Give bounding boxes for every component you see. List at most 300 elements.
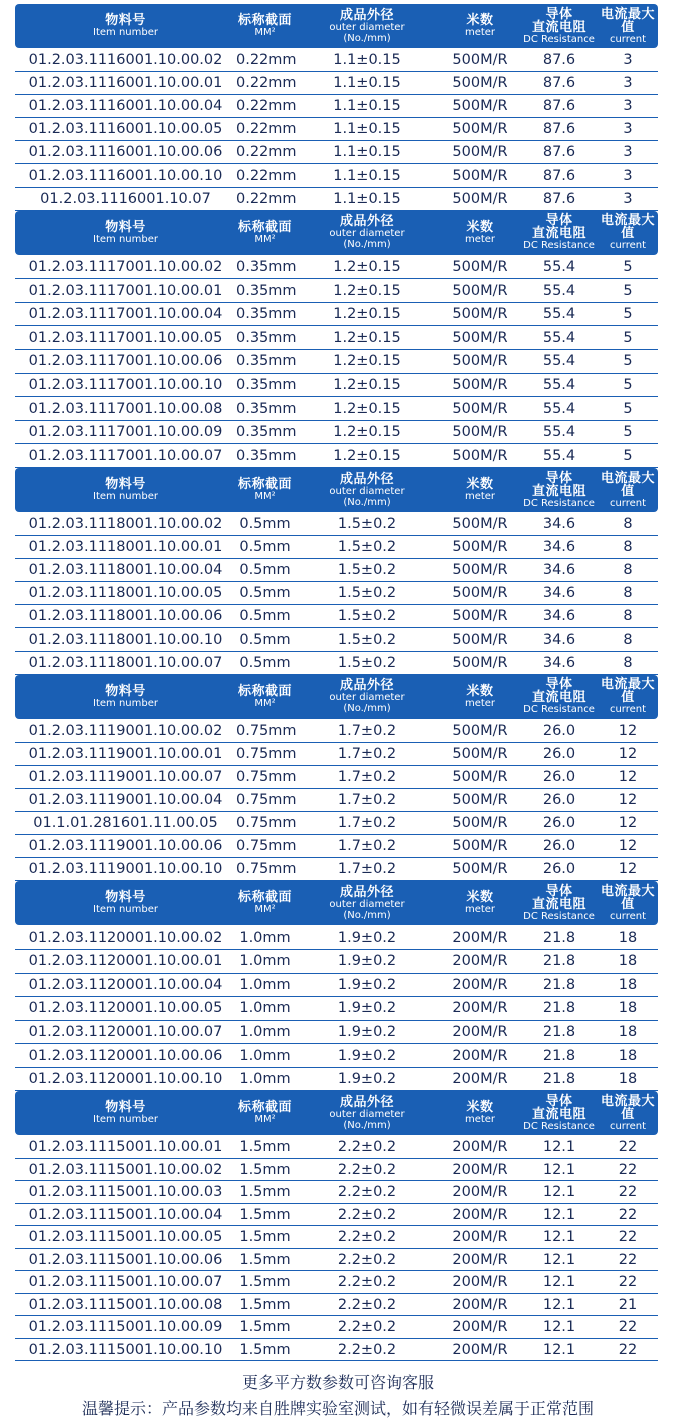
header-meter-zh: 米数 xyxy=(466,683,494,699)
header-resistance-en: DC Resistance xyxy=(523,497,595,509)
table-row xyxy=(15,1316,658,1339)
area-cell: 0.22mm xyxy=(236,144,297,161)
table-row xyxy=(15,1294,658,1317)
header-meter-en: meter xyxy=(464,27,496,38)
spec-tables xyxy=(15,4,658,1361)
meter-cell: 500M/R xyxy=(452,516,508,533)
current-cell: 18 xyxy=(618,1023,638,1040)
header-outer-diameter xyxy=(294,9,440,44)
table-row xyxy=(15,1044,658,1068)
resistance-cell: 34.6 xyxy=(542,608,576,625)
current-cell: 12 xyxy=(618,815,638,832)
area-cell: 1.5mm xyxy=(239,1229,291,1246)
header-item-number xyxy=(15,14,236,38)
header-dc-resistance xyxy=(520,678,598,715)
diameter-cell: 1.1±0.15 xyxy=(333,75,401,92)
header-meter-zh: 米数 xyxy=(466,13,494,28)
item-number-cell: 01.2.03.1119001.10.00.06 xyxy=(28,838,223,855)
header-resistance-zh2: 直流电阻 xyxy=(531,19,586,35)
diameter-cell: 1.9±0.2 xyxy=(337,976,397,993)
table-row xyxy=(15,1136,658,1159)
item-number-cell: 01.2.03.1115001.10.00.07 xyxy=(28,1274,223,1291)
header-resistance-en: DC Resistance xyxy=(523,1120,595,1132)
header-current-en: current xyxy=(609,240,647,252)
diameter-cell: 1.2±0.15 xyxy=(333,376,401,393)
header-meter-zh: 米数 xyxy=(466,890,494,906)
resistance-cell: 26.0 xyxy=(542,722,576,739)
resistance-cell: 87.6 xyxy=(542,121,576,138)
meter-cell: 500M/R xyxy=(452,447,508,464)
diameter-cell: 1.1±0.15 xyxy=(333,52,401,69)
meter-cell: 500M/R xyxy=(452,815,508,832)
diameter-cell: 2.2±0.2 xyxy=(337,1251,397,1268)
header-outer-diameter xyxy=(294,679,440,714)
current-cell: 22 xyxy=(618,1229,638,1246)
item-number-cell: 01.2.03.1115001.10.00.10 xyxy=(28,1341,223,1358)
header-resistance-zh1: 导体 xyxy=(545,883,573,899)
meter-cell: 500M/R xyxy=(452,121,508,138)
current-cell: 22 xyxy=(618,1139,638,1156)
header-item-zh: 物料号 xyxy=(105,890,146,906)
diameter-cell: 1.9±0.2 xyxy=(337,1000,397,1017)
table-row xyxy=(15,374,658,398)
diameter-cell: 1.5±0.2 xyxy=(337,562,397,579)
header-resistance-zh1: 导体 xyxy=(545,6,573,22)
item-number-cell: 01.2.03.1116001.10.00.05 xyxy=(28,121,223,138)
diameter-cell: 1.5±0.2 xyxy=(337,516,397,533)
diameter-cell: 1.2±0.15 xyxy=(333,282,401,299)
table-row xyxy=(15,72,658,95)
diameter-cell: 2.2±0.2 xyxy=(337,1206,397,1223)
diameter-cell: 1.9±0.2 xyxy=(337,1023,397,1040)
diameter-cell: 1.9±0.2 xyxy=(337,1071,397,1088)
table-row xyxy=(15,1068,658,1092)
diameter-cell: 1.2±0.15 xyxy=(333,306,401,323)
item-number-cell: 01.2.03.1116001.10.00.04 xyxy=(28,98,223,115)
diameter-cell: 1.1±0.15 xyxy=(333,144,401,161)
diameter-cell: 1.5±0.2 xyxy=(337,585,397,602)
resistance-cell: 87.6 xyxy=(542,75,576,92)
area-cell: 1.5mm xyxy=(239,1274,291,1291)
resistance-cell: 12.1 xyxy=(542,1319,576,1336)
meter-cell: 500M/R xyxy=(452,562,508,579)
meter-cell: 500M/R xyxy=(452,167,508,184)
header-diameter-zh: 成品外径 xyxy=(339,471,394,487)
item-number-cell: 01.2.03.1115001.10.00.02 xyxy=(28,1161,223,1178)
header-meter-en: meter xyxy=(464,1114,496,1126)
item-number-cell: 01.2.03.1116001.10.07 xyxy=(40,190,211,207)
item-number-cell: 01.2.03.1117001.10.00.04 xyxy=(28,306,223,323)
footer-consult-note: 更多平方数参数可咨询客服 xyxy=(241,1373,434,1392)
table-header xyxy=(15,1091,658,1135)
header-dc-resistance xyxy=(520,885,598,922)
header-meter-en: meter xyxy=(464,697,496,709)
diameter-cell: 1.7±0.2 xyxy=(337,815,397,832)
header-nominal-area xyxy=(236,478,294,502)
area-cell: 0.22mm xyxy=(236,121,297,138)
current-cell: 12 xyxy=(618,791,638,808)
meter-cell: 500M/R xyxy=(452,791,508,808)
table-row xyxy=(15,926,658,950)
current-cell: 5 xyxy=(623,258,633,275)
item-number-cell: 01.2.03.1118001.10.00.01 xyxy=(28,539,223,556)
current-cell: 18 xyxy=(618,953,638,970)
resistance-cell: 87.6 xyxy=(542,52,576,69)
header-current-en: current xyxy=(609,33,647,45)
header-current-zh: 电流最大值 xyxy=(600,677,655,706)
area-cell: 0.35mm xyxy=(236,282,297,299)
header-item-number xyxy=(15,891,236,915)
current-cell: 18 xyxy=(618,929,638,946)
header-area-unit: MM² xyxy=(254,233,276,245)
resistance-cell: 34.6 xyxy=(542,585,576,602)
header-diameter-unit: (No./mm) xyxy=(343,239,391,251)
resistance-cell: 34.6 xyxy=(542,539,576,556)
header-area-zh: 标称截面 xyxy=(237,890,292,906)
header-meter-en: meter xyxy=(464,904,496,916)
table-row xyxy=(15,766,658,789)
meter-cell: 500M/R xyxy=(452,539,508,556)
item-number-cell: 01.2.03.1120001.10.00.10 xyxy=(28,1071,223,1088)
header-item-en: Item number xyxy=(93,491,158,502)
current-cell: 22 xyxy=(618,1206,638,1223)
header-meter-en: meter xyxy=(464,491,496,502)
diameter-cell: 1.1±0.15 xyxy=(333,190,401,207)
table-row xyxy=(15,789,658,812)
header-diameter-zh: 成品外径 xyxy=(339,678,394,694)
header-diameter-en: outer diameter xyxy=(329,21,405,33)
diameter-cell: 1.7±0.2 xyxy=(337,838,397,855)
header-item-zh: 物料号 xyxy=(105,1100,146,1116)
spec-group xyxy=(15,468,658,675)
header-area-unit: MM² xyxy=(254,1114,276,1126)
current-cell: 8 xyxy=(623,562,633,579)
table-row xyxy=(15,559,658,582)
table-row xyxy=(15,1249,658,1272)
current-cell: 18 xyxy=(618,1000,638,1017)
resistance-cell: 55.4 xyxy=(542,258,576,275)
area-cell: 0.35mm xyxy=(236,258,297,275)
current-cell: 5 xyxy=(623,329,633,346)
meter-cell: 500M/R xyxy=(452,282,508,299)
item-number-cell: 01.2.03.1119001.10.00.10 xyxy=(28,861,223,878)
table-row xyxy=(15,513,658,536)
item-number-cell: 01.2.03.1115001.10.00.05 xyxy=(28,1229,223,1246)
area-cell: 0.5mm xyxy=(239,631,291,648)
table-row xyxy=(15,997,658,1021)
current-cell: 18 xyxy=(618,976,638,993)
header-meter-en: meter xyxy=(464,233,496,245)
current-cell: 8 xyxy=(623,654,633,671)
current-cell: 5 xyxy=(623,353,633,370)
table-row xyxy=(15,582,658,605)
header-meter-zh: 米数 xyxy=(466,219,494,235)
table-row xyxy=(15,1204,658,1227)
header-diameter-en: outer diameter xyxy=(329,692,405,704)
current-cell: 5 xyxy=(623,376,633,393)
header-nominal-area xyxy=(236,685,294,709)
meter-cell: 500M/R xyxy=(452,400,508,417)
header-area-zh: 标称截面 xyxy=(237,1100,292,1116)
area-cell: 0.22mm xyxy=(236,52,297,69)
area-cell: 1.0mm xyxy=(239,1071,291,1088)
resistance-cell: 21.8 xyxy=(542,976,576,993)
item-number-cell: 01.2.03.1118001.10.00.06 xyxy=(28,608,223,625)
meter-cell: 200M/R xyxy=(452,1023,508,1040)
header-item-number xyxy=(15,478,236,502)
header-max-current xyxy=(598,214,658,251)
header-resistance-zh2: 直流电阻 xyxy=(531,483,586,499)
area-cell: 0.35mm xyxy=(236,400,297,417)
item-number-cell: 01.2.03.1115001.10.00.04 xyxy=(28,1206,223,1223)
resistance-cell: 55.4 xyxy=(542,282,576,299)
meter-cell: 200M/R xyxy=(452,976,508,993)
current-cell: 12 xyxy=(618,861,638,878)
header-resistance-zh2: 直流电阻 xyxy=(531,1106,586,1122)
table-row xyxy=(15,605,658,628)
area-cell: 1.0mm xyxy=(239,976,291,993)
area-cell: 1.5mm xyxy=(239,1161,291,1178)
resistance-cell: 12.1 xyxy=(542,1184,576,1201)
meter-cell: 500M/R xyxy=(452,838,508,855)
header-meter-zh: 米数 xyxy=(466,1100,494,1116)
area-cell: 0.5mm xyxy=(239,562,291,579)
diameter-cell: 1.2±0.15 xyxy=(333,329,401,346)
resistance-cell: 34.6 xyxy=(542,654,576,671)
current-cell: 12 xyxy=(618,722,638,739)
table-header xyxy=(15,675,658,719)
header-diameter-zh: 成品外径 xyxy=(339,214,394,230)
meter-cell: 200M/R xyxy=(452,1251,508,1268)
diameter-cell: 2.2±0.2 xyxy=(337,1274,397,1291)
item-number-cell: 01.2.03.1115001.10.00.08 xyxy=(28,1296,223,1313)
current-cell: 5 xyxy=(623,447,633,464)
area-cell: 0.75mm xyxy=(236,861,297,878)
current-cell: 22 xyxy=(618,1251,638,1268)
current-cell: 18 xyxy=(618,1071,638,1088)
header-resistance-en: DC Resistance xyxy=(523,704,595,716)
item-number-cell: 01.2.03.1117001.10.00.05 xyxy=(28,329,223,346)
header-item-number xyxy=(15,1101,236,1125)
header-meter xyxy=(440,14,520,38)
item-number-cell: 01.2.03.1116001.10.00.06 xyxy=(28,144,223,161)
resistance-cell: 87.6 xyxy=(542,98,576,115)
table-header xyxy=(15,468,658,512)
item-number-cell: 01.2.03.1117001.10.00.07 xyxy=(28,447,223,464)
header-current-zh: 电流最大值 xyxy=(600,6,655,35)
header-meter xyxy=(440,221,520,245)
meter-cell: 200M/R xyxy=(452,1274,508,1291)
area-cell: 0.22mm xyxy=(236,75,297,92)
item-number-cell: 01.2.03.1120001.10.00.04 xyxy=(28,976,223,993)
area-cell: 0.22mm xyxy=(236,190,297,207)
header-current-zh: 电流最大值 xyxy=(600,1093,655,1122)
header-item-zh: 物料号 xyxy=(105,683,146,699)
meter-cell: 200M/R xyxy=(452,1206,508,1223)
meter-cell: 200M/R xyxy=(452,1296,508,1313)
area-cell: 0.75mm xyxy=(236,768,297,785)
current-cell: 8 xyxy=(623,539,633,556)
meter-cell: 500M/R xyxy=(452,424,508,441)
current-cell: 8 xyxy=(623,608,633,625)
header-current-zh: 电流最大值 xyxy=(600,883,655,912)
item-number-cell: 01.2.03.1115001.10.00.03 xyxy=(28,1184,223,1201)
resistance-cell: 55.4 xyxy=(542,376,576,393)
header-max-current xyxy=(598,1095,658,1132)
item-number-cell: 01.2.03.1117001.10.00.06 xyxy=(28,353,223,370)
diameter-cell: 2.2±0.2 xyxy=(337,1161,397,1178)
header-diameter-zh: 成品外径 xyxy=(339,884,394,900)
header-current-en: current xyxy=(609,704,647,716)
header-resistance-zh2: 直流电阻 xyxy=(531,896,586,912)
spec-group xyxy=(15,211,658,468)
meter-cell: 200M/R xyxy=(452,929,508,946)
header-area-unit: MM² xyxy=(254,697,276,709)
table-row xyxy=(15,397,658,421)
current-cell: 8 xyxy=(623,631,633,648)
header-max-current xyxy=(598,678,658,715)
resistance-cell: 21.8 xyxy=(542,1071,576,1088)
resistance-cell: 55.4 xyxy=(542,306,576,323)
area-cell: 0.22mm xyxy=(236,98,297,115)
area-cell: 1.5mm xyxy=(239,1319,291,1336)
footer-disclaimer: 温馨提示：产品参数均来自胜牌实验室测试，如有轻微误差属于正常范围 xyxy=(81,1399,594,1418)
current-cell: 5 xyxy=(623,306,633,323)
area-cell: 0.5mm xyxy=(239,654,291,671)
header-nominal-area xyxy=(236,14,294,38)
diameter-cell: 1.1±0.15 xyxy=(333,121,401,138)
spec-group xyxy=(15,881,658,1091)
resistance-cell: 12.1 xyxy=(542,1206,576,1223)
item-number-cell: 01.2.03.1117001.10.00.09 xyxy=(28,424,223,441)
area-cell: 0.35mm xyxy=(236,447,297,464)
meter-cell: 500M/R xyxy=(452,768,508,785)
header-dc-resistance xyxy=(520,1095,598,1132)
diameter-cell: 1.5±0.2 xyxy=(337,631,397,648)
item-number-cell: 01.2.03.1115001.10.00.09 xyxy=(28,1319,223,1336)
table-header xyxy=(15,4,658,48)
diameter-cell: 1.7±0.2 xyxy=(337,861,397,878)
resistance-cell: 55.4 xyxy=(542,329,576,346)
resistance-cell: 12.1 xyxy=(542,1274,576,1291)
resistance-cell: 26.0 xyxy=(542,745,576,762)
meter-cell: 200M/R xyxy=(452,1341,508,1358)
current-cell: 22 xyxy=(618,1341,638,1358)
resistance-cell: 21.8 xyxy=(542,1000,576,1017)
area-cell: 0.5mm xyxy=(239,608,291,625)
table-row xyxy=(15,95,658,118)
area-cell: 1.0mm xyxy=(239,1023,291,1040)
item-number-cell: 01.2.03.1119001.10.00.04 xyxy=(28,791,223,808)
item-number-cell: 01.2.03.1116001.10.00.01 xyxy=(28,75,223,92)
resistance-cell: 12.1 xyxy=(542,1229,576,1246)
header-area-unit: MM² xyxy=(254,491,276,502)
table-row xyxy=(15,1339,658,1362)
area-cell: 1.5mm xyxy=(239,1251,291,1268)
current-cell: 22 xyxy=(618,1161,638,1178)
meter-cell: 200M/R xyxy=(452,1000,508,1017)
current-cell: 3 xyxy=(623,190,633,207)
diameter-cell: 1.2±0.15 xyxy=(333,400,401,417)
meter-cell: 500M/R xyxy=(452,144,508,161)
resistance-cell: 12.1 xyxy=(542,1139,576,1156)
table-row xyxy=(15,1021,658,1045)
header-current-en: current xyxy=(609,1120,647,1132)
header-dc-resistance xyxy=(520,214,598,251)
resistance-cell: 55.4 xyxy=(542,447,576,464)
header-max-current xyxy=(598,472,658,509)
header-dc-resistance xyxy=(520,472,598,509)
header-area-zh: 标称截面 xyxy=(237,683,292,699)
current-cell: 3 xyxy=(623,121,633,138)
header-nominal-area xyxy=(236,221,294,245)
meter-cell: 500M/R xyxy=(452,585,508,602)
header-outer-diameter xyxy=(294,886,440,921)
area-cell: 1.5mm xyxy=(239,1184,291,1201)
table-row xyxy=(15,812,658,835)
meter-cell: 200M/R xyxy=(452,953,508,970)
area-cell: 0.75mm xyxy=(236,745,297,762)
diameter-cell: 1.5±0.2 xyxy=(337,608,397,625)
header-diameter-unit: (No./mm) xyxy=(343,1119,391,1131)
table-row xyxy=(15,421,658,445)
area-cell: 1.5mm xyxy=(239,1139,291,1156)
header-resistance-en: DC Resistance xyxy=(523,240,595,252)
meter-cell: 200M/R xyxy=(452,1139,508,1156)
area-cell: 0.22mm xyxy=(236,167,297,184)
resistance-cell: 21.8 xyxy=(542,1047,576,1064)
item-number-cell: 01.2.03.1119001.10.00.02 xyxy=(28,722,223,739)
diameter-cell: 2.2±0.2 xyxy=(337,1229,397,1246)
meter-cell: 500M/R xyxy=(452,722,508,739)
diameter-cell: 1.1±0.15 xyxy=(333,98,401,115)
header-item-en: Item number xyxy=(93,233,158,245)
diameter-cell: 1.7±0.2 xyxy=(337,745,397,762)
header-area-unit: MM² xyxy=(254,27,276,38)
header-item-en: Item number xyxy=(93,1114,158,1126)
header-diameter-en: outer diameter xyxy=(329,898,405,910)
meter-cell: 500M/R xyxy=(452,98,508,115)
table-row xyxy=(15,652,658,675)
resistance-cell: 55.4 xyxy=(542,400,576,417)
area-cell: 0.5mm xyxy=(239,585,291,602)
diameter-cell: 1.2±0.15 xyxy=(333,258,401,275)
header-area-unit: MM² xyxy=(254,904,276,916)
diameter-cell: 1.1±0.15 xyxy=(333,167,401,184)
table-row xyxy=(15,326,658,350)
current-cell: 3 xyxy=(623,75,633,92)
spec-group xyxy=(15,675,658,882)
header-meter xyxy=(440,685,520,709)
header-resistance-zh1: 导体 xyxy=(545,470,573,486)
meter-cell: 500M/R xyxy=(452,75,508,92)
table-header xyxy=(15,881,658,925)
diameter-cell: 1.2±0.15 xyxy=(333,353,401,370)
current-cell: 3 xyxy=(623,98,633,115)
resistance-cell: 26.0 xyxy=(542,768,576,785)
resistance-cell: 26.0 xyxy=(542,861,576,878)
item-number-cell: 01.2.03.1117001.10.00.08 xyxy=(28,400,223,417)
current-cell: 12 xyxy=(618,838,638,855)
header-item-en: Item number xyxy=(93,27,158,38)
header-item-en: Item number xyxy=(93,697,158,709)
current-cell: 22 xyxy=(618,1319,638,1336)
header-max-current xyxy=(598,885,658,922)
table-row xyxy=(15,1226,658,1249)
header-diameter-unit: (No./mm) xyxy=(343,496,391,508)
area-cell: 0.75mm xyxy=(236,815,297,832)
resistance-cell: 26.0 xyxy=(542,791,576,808)
